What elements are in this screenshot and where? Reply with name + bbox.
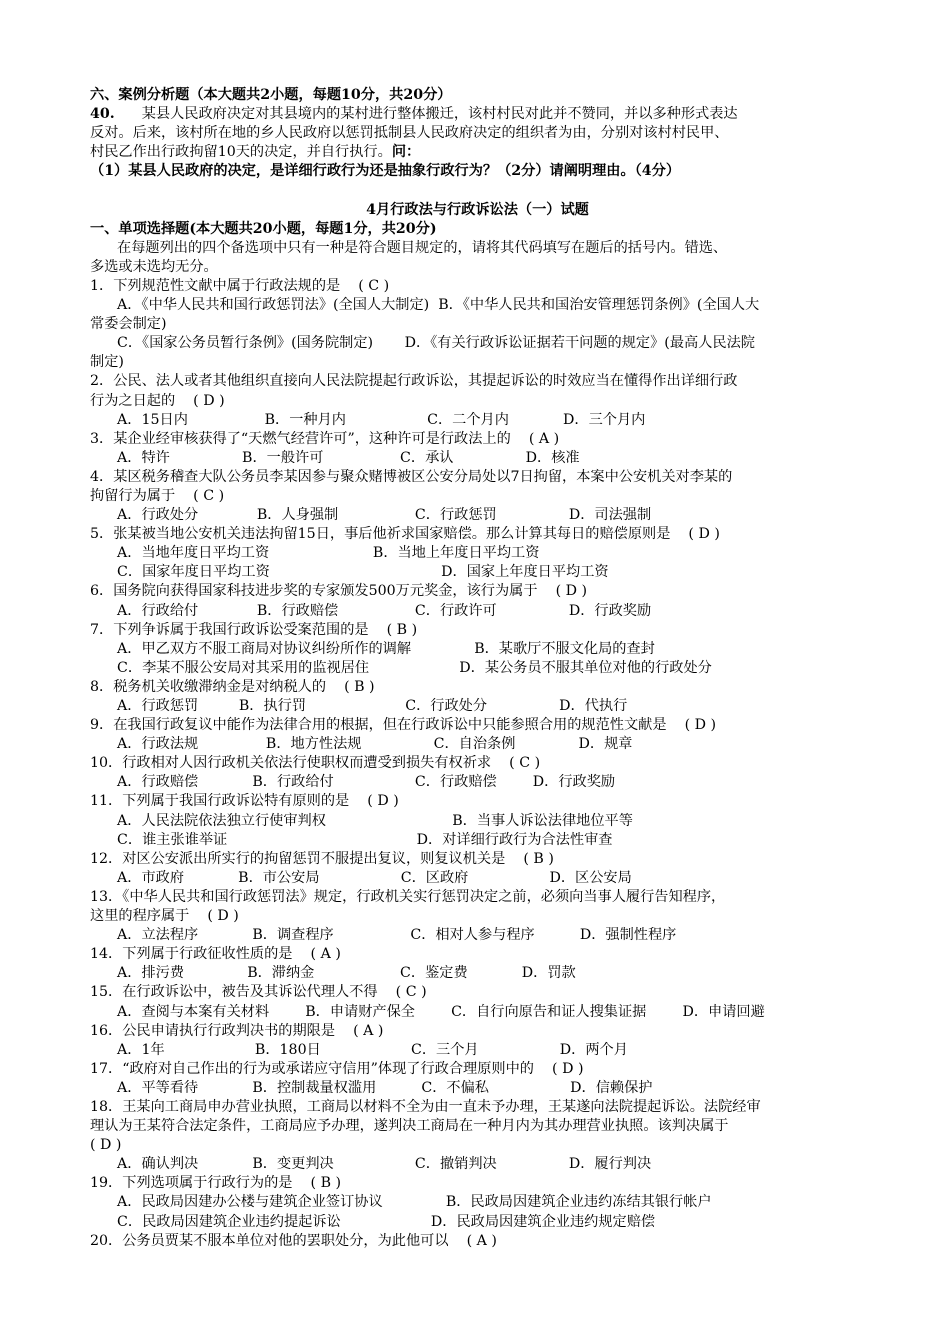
- question-line: A．当地年度日平均工资 B．当地上年度日平均工资: [90, 545, 540, 562]
- question-line: 7．下列争诉属于我国行政诉讼受案范围的是 ( B ): [90, 621, 418, 638]
- question-line: A．查阅与本案有关材料 B．申请财产保全 C．自行向原告和证人搜集证据 D．申请回避: [90, 1003, 765, 1020]
- question-line: A．行政法规 B．地方性法规 C．自治条例 D．规章: [90, 736, 633, 753]
- question-line: A．立法程序 B．调查程序 C．相对人参与程序 D．强制性程序: [90, 927, 677, 944]
- question-line: ( D ): [90, 1137, 122, 1154]
- question-line: 制定): [90, 354, 124, 371]
- question-line: 6．国务院向获得国家科技进步奖的专家颁发500万元奖金，该行为属于 ( D ): [90, 583, 588, 600]
- question-line: C．国家年度日平均工资 D．国家上年度日平均工资: [90, 564, 609, 581]
- question-40-text-end: 村民乙作出行政拘留10天的决定，并自行执行。: [90, 144, 392, 161]
- question-line: [90, 1251, 865, 1270]
- question-line: A．行政处分 B．人身强制 C．行政惩罚 D．司法强制: [90, 507, 652, 524]
- question-40-sub-1: （1）某县人民政府的决定，是详细行政行为还是抽象行政行为？（2分）请阐明理由。（4分）: [90, 163, 681, 180]
- question-line: 3．某企业经审核获得了“天燃气经营许可”，这种许可是行政法上的 ( A ): [90, 430, 560, 447]
- question-40-line-3: [90, 143, 865, 162]
- spacer: [90, 181, 865, 200]
- question-line: 理认为王某符合法定条件，工商局应予办理，遂判决工商局在一种月内为其办理营业执照。该判决属于: [90, 1118, 729, 1135]
- question-line: C．《国家公务员暂行条例》(国务院制定) D．《有关行政诉讼证据若干问题的规定》(最高人民法院: [90, 335, 755, 352]
- question-line: 15．在行政诉讼中，被告及其诉讼代理人不得 ( C ): [90, 984, 427, 1001]
- question-line: 18．王某向工商局申办营业执照，工商局以材料不全为由一直未予办理，王某遂向法院提起诉讼。法院经审: [90, 1098, 761, 1115]
- question-line: A．《中华人民共和国行政惩罚法》(全国人大制定) B．《中华人民共和国治安管理惩罚条例》(全国人大: [90, 297, 760, 314]
- question-line: A．民政局因建办公楼与建筑企业签订协议 B．民政局因建筑企业违约冻结其银行帐户: [90, 1194, 712, 1211]
- question-40-text: 某县人民政府决定对其县境内的某村进行整体搬迁，该村村民对此并不赞同，并以多种形式表达: [114, 106, 738, 123]
- question-line: 9．在我国行政复议中能作为法律合用的根据，但在行政诉讼中只能参照合用的规范性文献是 ( D ): [90, 717, 717, 734]
- question-line: A．人民法院依法独立行使审判权 B．当事人诉讼法律地位平等: [90, 812, 633, 829]
- question-line: 拘留行为属于 ( C ): [90, 487, 225, 504]
- question-line: 14．下列属于行政征收性质的是 ( A ): [90, 946, 341, 963]
- question-line: C．民政局因建筑企业违约提起诉讼 D．民政局因建筑企业违约规定赔偿: [90, 1213, 656, 1230]
- question-line: 行为之日起的 ( D ): [90, 392, 225, 409]
- question-line: 13．《中华人民共和国行政惩罚法》规定，行政机关实行惩罚决定之前，必须向当事人履行告知程序，: [90, 888, 726, 905]
- question-line: 1．下列规范性文献中属于行政法规的是 ( C ): [90, 277, 390, 294]
- question-line: 2．公民、法人或者其他组织直接向人民法院提起行政诉讼，其提起诉讼的时效应当在懂得作出详细行政: [90, 373, 738, 390]
- question-list: [90, 277, 865, 1289]
- question-line: 这里的程序属于 ( D ): [90, 908, 239, 925]
- question-line: A．特许 B．一般许可 C．承认 D．核准: [90, 449, 580, 466]
- question-line: A．市政府 B．市公安局 C．区政府 D．区公安局: [90, 869, 632, 886]
- question-line: A．行政惩罚 B．执行罚 C．行政处分 D．代执行: [90, 698, 628, 714]
- question-line: 20．公务员贾某不服本单位对他的罢职处分，为此他可以 ( A ): [90, 1232, 497, 1249]
- question-line: C．李某不服公安局对其采用的监视居住 D．某公务员不服其单位对他的行政处分: [90, 659, 712, 676]
- question-line: [90, 1270, 865, 1289]
- question-line: 5．张某被当地公安机关违法拘留15日，事后他祈求国家赔偿。那么计算其每日的赔偿原则是 ( D ): [90, 526, 720, 543]
- section-heading-case-analysis: 六、案例分析题（本大题共2小题，每题10分，共20分）: [90, 87, 452, 103]
- question-line: 19．下列选项属于行政行为的是 ( B ): [90, 1175, 342, 1192]
- question-line: A．1年 B．180日 C．三个月 D．两个月: [90, 1041, 628, 1058]
- question-line: 常委会制定): [90, 316, 167, 333]
- document-page: [90, 86, 865, 1289]
- question-line: 17．“政府对自己作出的行为或承诺应守信用”体现了行政合理原则中的 ( D ): [90, 1060, 584, 1077]
- question-line: 11．下列属于我国行政诉讼特有原则的是 ( D ): [90, 793, 399, 810]
- question-line: 8．税务机关收缴滞纳金是对纳税人的 ( B ): [90, 678, 375, 695]
- question-line: 4．某区税务稽查大队公务员李某因参与聚众赌博被区公安分局处以7日拘留，本案中公安机关对李某的: [90, 468, 733, 485]
- instructions-line-1: 在每题列出的四个备选项中只有一种是符合题目规定的，请将其代码填写在题后的括号内。错选、: [90, 239, 728, 256]
- question-line: 10．行政相对人因行政机关依法行使职权而遭受到损失有权祈求 ( C ): [90, 755, 541, 772]
- question-line: A．行政给付 B．行政赔偿 C．行政许可 D．行政奖励: [90, 602, 652, 619]
- question-40-ask: 问：: [391, 144, 421, 161]
- question-line: 12．对区公安派出所实行的拘留惩罚不服提出复议，则复议机关是 ( B ): [90, 850, 554, 867]
- question-line: A．确认判决 B．变更判决 C．撤销判决 D．履行判决: [90, 1156, 652, 1173]
- question-line: A．平等看待 B．控制裁量权滥用 C．不偏私 D．信赖保护: [90, 1079, 653, 1096]
- question-line: A．甲乙双方不服工商局对协议纠纷所作的调解 B．某歌厅不服文化局的查封: [90, 640, 655, 657]
- question-line: 16．公民申请执行行政判决书的期限是 ( A ): [90, 1022, 384, 1039]
- question-line: A．排污费 B．滞纳金 C．鉴定费 D．罚款: [90, 965, 576, 982]
- section-heading-single-choice: 一、单项选择题(本大题共20小题，每题1分，共20分): [90, 220, 437, 237]
- question-40-line-2: 反对。后来，该村所在地的乡人民政府以惩罚抵制县人民政府决定的组织者为由，分别对该村村民甲、: [90, 125, 729, 142]
- question-line: C．谁主张谁举证 D．对详细行政行为合法性审查: [90, 831, 613, 848]
- question-line: A．15日内 B．一种月内 C．二个月内 D．三个月内: [90, 411, 646, 428]
- question-line: A．行政赔偿 B．行政给付 C．行政赔偿 D．行政奖励: [90, 774, 616, 791]
- instructions-line-2: 多选或未选均无分。: [90, 258, 218, 275]
- question-40-line-1: [90, 105, 865, 124]
- question-40-number: 40.: [90, 106, 115, 123]
- exam-title: 4月行政法与行政诉讼法（一）试题: [366, 201, 589, 218]
